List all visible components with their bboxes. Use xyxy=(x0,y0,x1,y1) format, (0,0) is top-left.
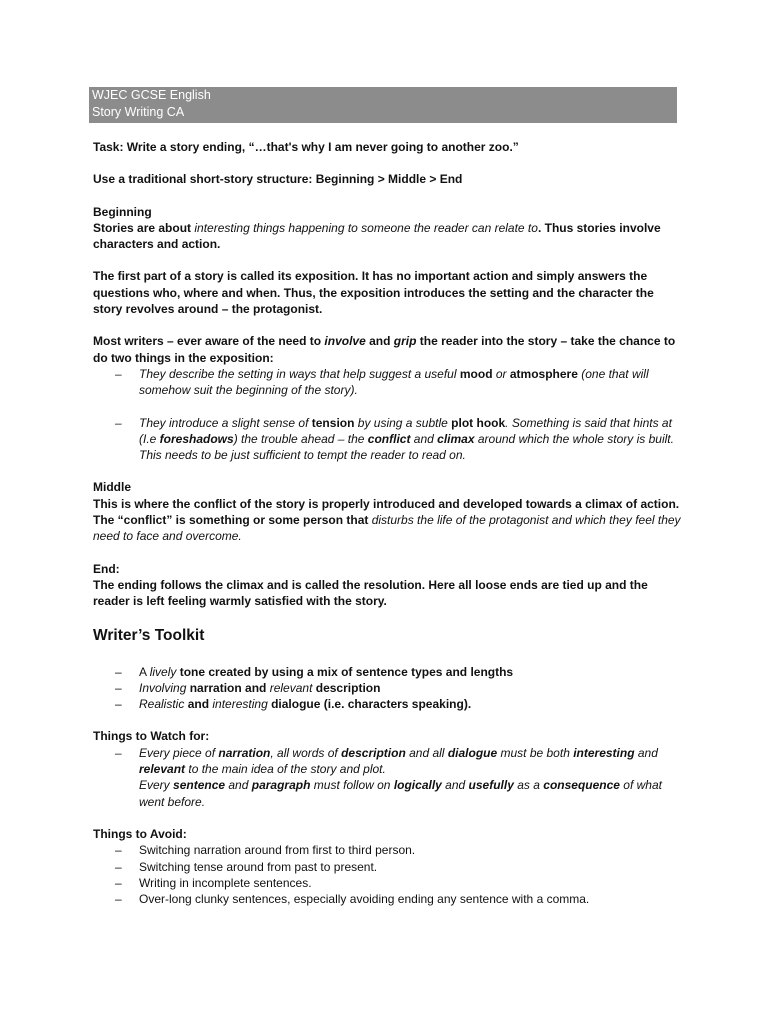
end-paragraph: The ending follows the climax and is called the resolution. Here all loose ends are tied up and the reader is left feeling warmly satisfied with the story. xyxy=(93,577,648,609)
middle-paragraph: This is where the conflict of the story is properly introduced and developed towards a climax of action. The “conflict” is something or some person that disturbs the life of the protagonist and which they feel they need to face and overcome. xyxy=(93,496,681,544)
watch-list xyxy=(93,745,683,810)
toolkit-item-tone: – A lively tone created by using a mix of sentence types and lengths xyxy=(93,664,683,680)
task-line: Task: Write a story ending, “…that's why I am never going to another zoo.” xyxy=(93,140,519,154)
beginning-heading: Beginning xyxy=(93,204,152,219)
header-course: WJEC GCSE English xyxy=(92,88,211,102)
toolkit-item-narration: – Involving narration and relevant description xyxy=(93,680,683,696)
toolkit-item-dialogue: – Realistic and interesting dialogue (i.e. characters speaking). xyxy=(93,696,683,712)
avoid-list xyxy=(93,842,683,907)
toolkit-heading: Writer’s Toolkit xyxy=(93,626,205,644)
header-assignment: Story Writing CA xyxy=(92,105,185,119)
document-body xyxy=(93,139,683,907)
avoid-heading: Things to Avoid: xyxy=(93,826,187,841)
structure-line: Use a traditional short-story structure: Beginning > Middle > End xyxy=(93,172,463,187)
beginning-paragraph-3: Most writers – ever aware of the need to involve and grip the reader into the story – take the chance to do two things in the exposition: xyxy=(93,334,676,365)
watch-item: – Every piece of narration, all words of description and all dialogue must be both interesting and relevant to the main idea of the story and plot. Every sentence and paragraph must follow on logically and usefully as a consequence of what went before. xyxy=(93,745,683,810)
avoid-item: – Writing in incomplete sentences. xyxy=(93,875,683,891)
toolkit-list xyxy=(93,664,683,713)
exposition-list xyxy=(93,366,683,463)
beginning-paragraph-2: The first part of a story is called its exposition. It has no important action and simply answers the questions who, where and when. Thus, the exposition introduces the setting and the character the story revolves around – the protagonist. xyxy=(93,269,654,317)
beginning-paragraph-1: Stories are about interesting things happening to someone the reader can relate to. Thus stories involve characters and action. xyxy=(93,220,661,252)
header-bar xyxy=(89,87,677,123)
avoid-item: – Switching narration around from first to third person. xyxy=(93,842,683,858)
middle-heading: Middle xyxy=(93,480,131,495)
exposition-item-setting: – They describe the setting in ways that help suggest a useful mood or atmosphere (one that will somehow suit the beginning of the story). xyxy=(93,366,683,399)
end-heading: End: xyxy=(93,561,120,576)
avoid-item: – Switching tense around from past to present. xyxy=(93,859,683,875)
list-spacer xyxy=(93,399,683,415)
exposition-item-tension: – They introduce a slight sense of tension by using a subtle plot hook. Something is said that hints at (I.e foreshadows) the trouble ahead – the conflict and climax around which the whole story is built. This needs to be just sufficient to tempt the reader to read on. xyxy=(93,415,683,464)
watch-heading: Things to Watch for: xyxy=(93,729,210,744)
avoid-item: – Over-long clunky sentences, especially avoiding ending any sentence with a comma. xyxy=(93,891,683,907)
